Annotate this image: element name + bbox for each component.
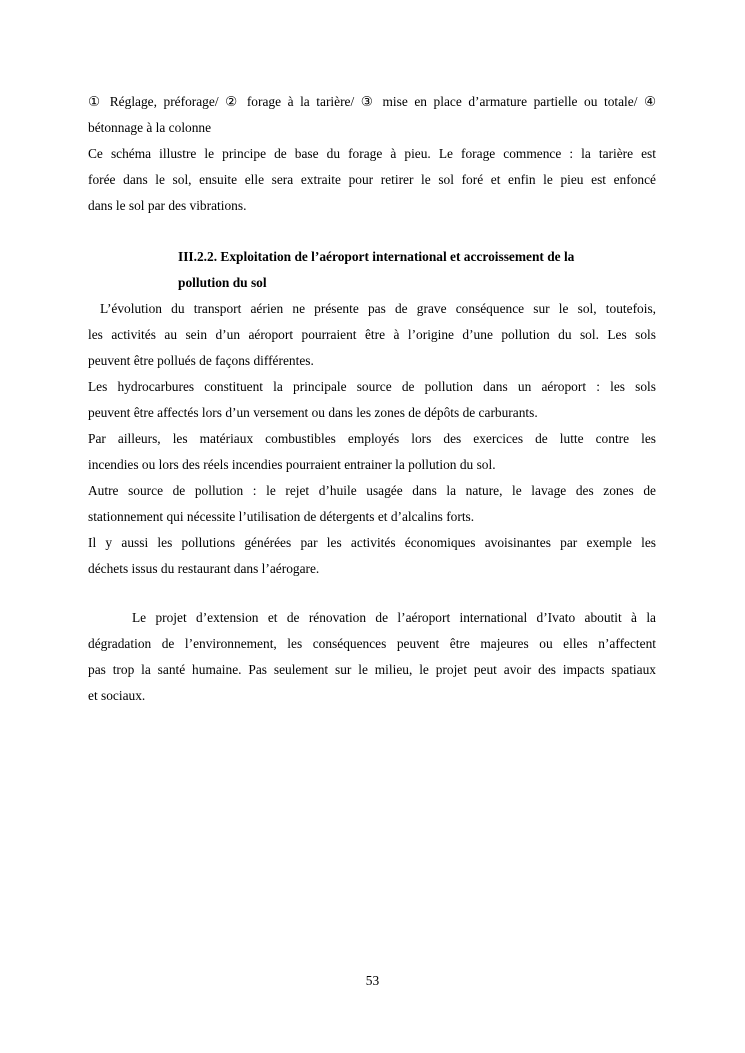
paragraph-line: incendies ou lors des réels incendies pourraient entrainer la pollution du sol. bbox=[88, 457, 496, 472]
paragraph-line: Les hydrocarbures constituent la principale source de pollution dans un aéroport : les sols bbox=[88, 379, 656, 394]
closing-block bbox=[88, 605, 656, 709]
paragraph-line: déchets issus du restaurant dans l’aérogare. bbox=[88, 561, 320, 576]
paragraph-line: forée dans le sol, ensuite elle sera extraite pour retirer le sol foré et enfin le pieu est enfoncé bbox=[88, 172, 656, 187]
paragraph-line: dégradation de l’environnement, les conséquences peuvent être majeures ou elles n’affectent bbox=[88, 636, 656, 651]
paragraph-line: Le projet d’extension et de rénovation de l’aéroport international d’Ivato aboutit à la bbox=[132, 610, 656, 625]
paragraph-line: les activités au sein d’un aéroport pourraient être à l’origine d’une pollution du sol. Les sols bbox=[88, 327, 656, 342]
paragraph-line: dans le sol par des vibrations. bbox=[88, 198, 247, 213]
paragraph-line: Ce schéma illustre le principe de base du forage à pieu. Le forage commence : la tarière est bbox=[88, 146, 656, 161]
figure-caption-line-1: ① Réglage, préforage/ ② forage à la tarière/ ③ mise en place d’armature partielle ou totale/ ④ bbox=[88, 94, 656, 109]
body-block bbox=[88, 296, 656, 582]
paragraph-line: peuvent être affectés lors d’un versement ou dans les zones de dépôts de carburants. bbox=[88, 405, 538, 420]
section-heading-line-1: III.2.2. Exploitation de l’aéroport international et accroissement de la bbox=[178, 249, 575, 264]
page-number: 53 bbox=[365, 973, 380, 988]
section-heading-line-2: pollution du sol bbox=[178, 275, 267, 290]
paragraph-line: L’évolution du transport aérien ne présente pas de grave conséquence sur le sol, toutefois, bbox=[100, 301, 656, 316]
paragraph-line: Il y aussi les pollutions générées par les activités économiques avoisinantes par exemple les bbox=[88, 535, 656, 550]
figure-caption-line-2: bétonnage à la colonne bbox=[88, 120, 212, 135]
paragraph-line: Autre source de pollution : le rejet d’huile usagée dans la nature, le lavage des zones de bbox=[88, 483, 656, 498]
paragraph-line: et sociaux. bbox=[88, 688, 146, 703]
paragraph-line: pas trop la santé humaine. Pas seulement sur le milieu, le projet peut avoir des impacts spatiaux bbox=[88, 662, 656, 677]
paragraph-line: Par ailleurs, les matériaux combustibles employés lors des exercices de lutte contre les bbox=[88, 431, 656, 446]
intro-block bbox=[88, 89, 656, 219]
section-heading bbox=[178, 244, 648, 296]
paragraph-line: peuvent être pollués de façons différentes. bbox=[88, 353, 314, 368]
paragraph-line: stationnement qui nécessite l’utilisation de détergents et d’alcalins forts. bbox=[88, 509, 475, 524]
